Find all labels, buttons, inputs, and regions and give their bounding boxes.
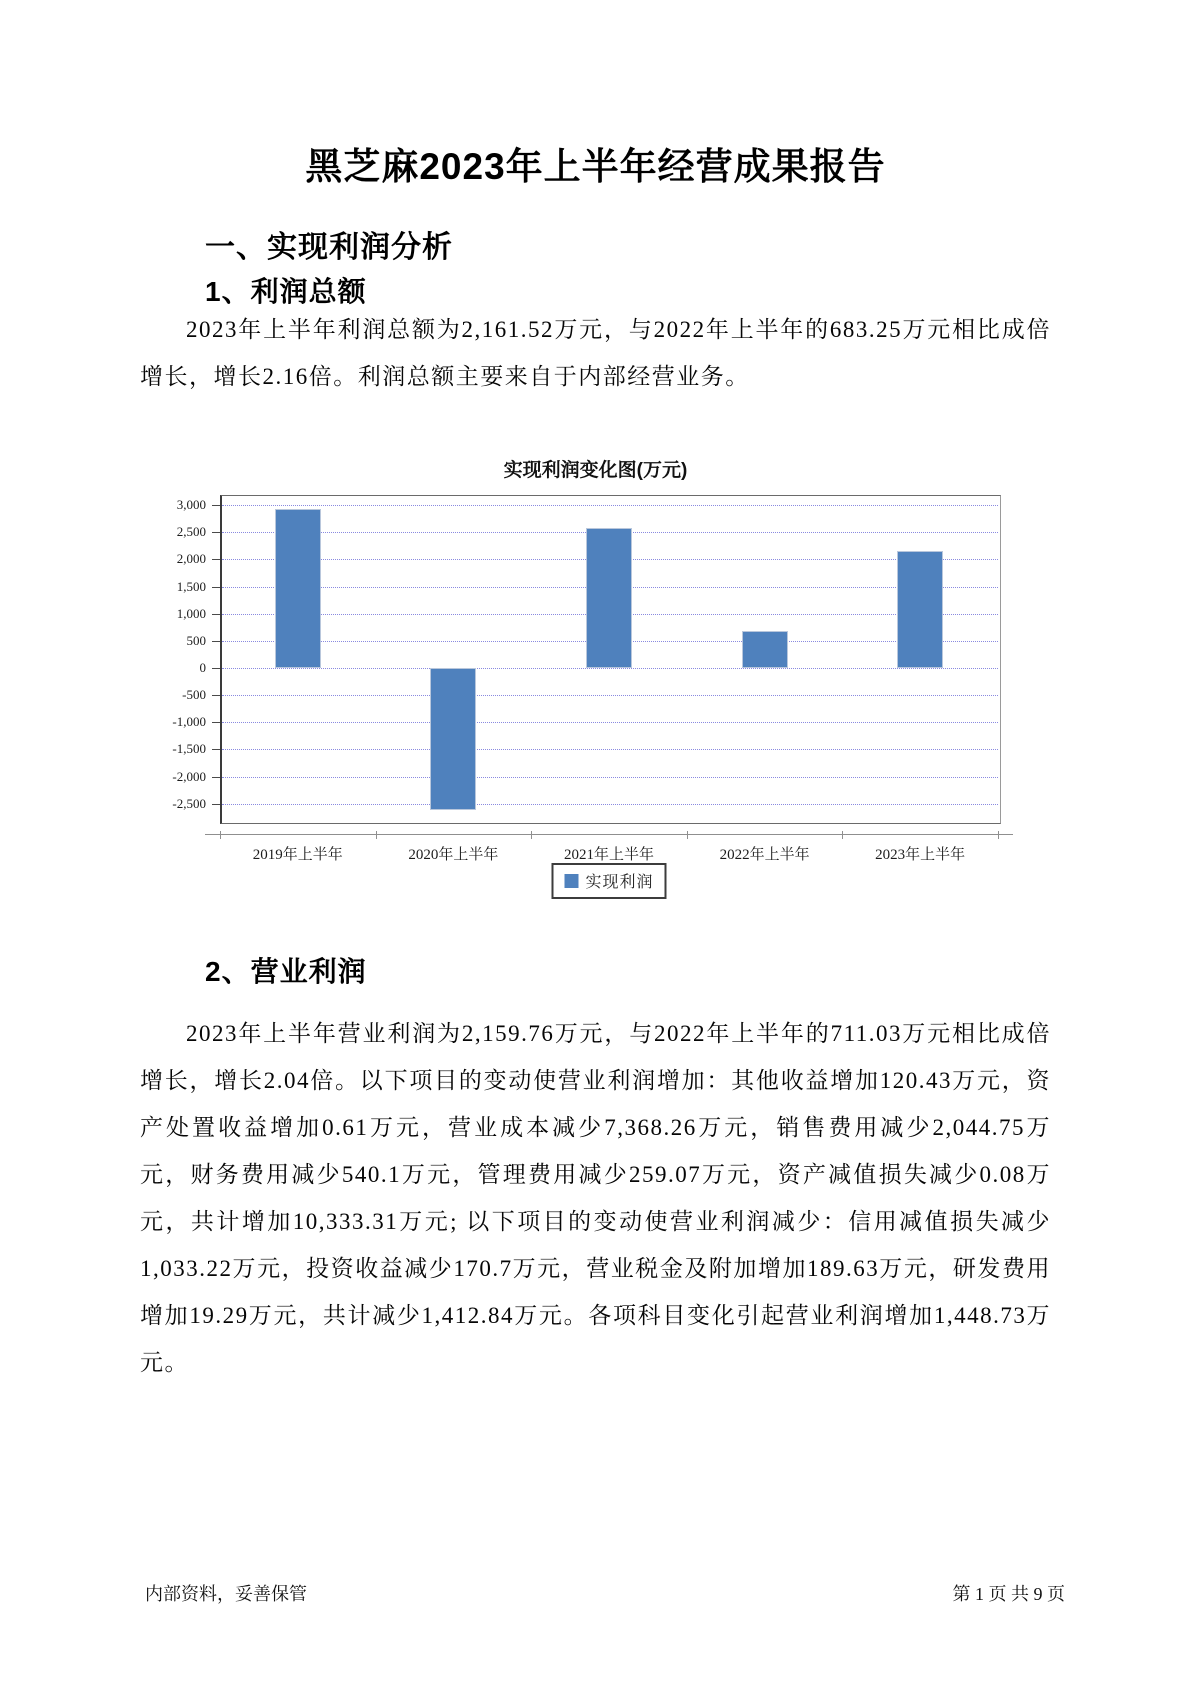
- chart-gridline: [222, 505, 998, 506]
- y-axis-tick-label: -2,500: [172, 795, 206, 811]
- y-axis-tick: [212, 559, 220, 560]
- y-axis-tick: [212, 804, 220, 805]
- x-axis-tick: [531, 831, 532, 839]
- y-axis-tick-label: 3,000: [176, 497, 206, 513]
- legend-label: 实现利润: [585, 874, 654, 891]
- y-axis-tick-label: 1,000: [176, 605, 206, 621]
- x-axis-tick: [376, 831, 377, 839]
- x-axis-tick: [687, 831, 688, 839]
- x-axis-category-label: 2020年上半年: [408, 847, 499, 863]
- paragraph-operating-profit: [140, 1010, 1051, 1386]
- legend-color-swatch: [564, 874, 578, 888]
- x-axis-tick: [998, 831, 999, 839]
- chart-gridline: [222, 695, 998, 696]
- y-axis-tick-label: -2,000: [172, 768, 206, 784]
- subsection-heading-total-profit: 1、利润总额: [205, 276, 367, 307]
- y-axis-tick: [212, 668, 220, 669]
- x-axis-category-label: 2019年上半年: [252, 847, 343, 863]
- section-heading-profit-analysis: 一、实现利润分析: [205, 231, 453, 264]
- x-axis-category-label: 2022年上半年: [719, 847, 810, 863]
- y-axis-tick-label: -1,500: [172, 741, 206, 757]
- chart-bar: [897, 551, 943, 668]
- chart-title: 实现利润变化图(万元): [503, 460, 688, 481]
- y-axis-tick-label: 2,000: [176, 551, 206, 567]
- y-axis-tick: [212, 614, 220, 615]
- chart-bar: [742, 631, 788, 668]
- chart-bar: [430, 668, 476, 810]
- y-axis-tick-label: 500: [186, 632, 206, 648]
- chart-bar: [586, 528, 632, 668]
- page-title: 黑芝麻2023年上半年经营成果报告: [305, 146, 886, 187]
- y-axis-tick: [212, 641, 220, 642]
- chart-gridline: [222, 722, 998, 723]
- chart-bar: [275, 509, 321, 668]
- chart-gridline: [222, 668, 998, 669]
- y-axis-tick: [212, 749, 220, 750]
- chart-gridline: [222, 749, 998, 750]
- x-axis-line: [205, 834, 1013, 835]
- subsection-heading-operating-profit: 2、营业利润: [205, 956, 367, 987]
- paragraph-total-profit: [140, 306, 1051, 400]
- x-axis-category-label: 2021年上半年: [563, 847, 654, 863]
- y-axis-tick: [212, 777, 220, 778]
- y-axis-tick: [212, 722, 220, 723]
- footer-confidential-note: 内部资料，妥善保管: [145, 1584, 307, 1604]
- y-axis-tick: [212, 695, 220, 696]
- y-axis-tick: [212, 505, 220, 506]
- paragraph-operating-profit-text: 2023年上半年营业利润为2,159.76万元，与2022年上半年的711.03万元相比成倍增长，增长2.04倍。以下项目的变动使营业利润增加：其他收益增加120.43万元，资产处置收益增加0.61万元，营业成本减少7,368.26万元，销售费用减少2,044.75万元，财务费用减少540.1万元，管理费用减少259.07万元，资产减值损失减少0.08万元，共计增加10,333.31万元; 以下项目的变动使营业利润减少：信用减值损失减少1,033.22万元，投资收益减少170.7万元，营业税金及附加增加189.63万元，研发费用增加19.29万元，共计减少1,412.84万元。各项科目变化引起营业利润增加1,448.73万元。: [140, 1021, 1051, 1375]
- x-axis-category-label: 2023年上半年: [875, 847, 966, 863]
- chart-gridline: [222, 804, 998, 805]
- y-axis-tick: [212, 587, 220, 588]
- y-axis-tick-label: 0: [199, 660, 206, 675]
- y-axis-tick-label: -1,000: [172, 714, 206, 730]
- chart-gridline: [222, 777, 998, 778]
- y-axis-tick-label: 1,500: [176, 578, 206, 594]
- profit-change-chart: [0, 455, 1191, 905]
- chart-legend: [551, 863, 666, 899]
- paragraph-total-profit-text: 2023年上半年利润总额为2,161.52万元，与2022年上半年的683.25万元相比成倍增长，增长2.16倍。利润总额主要来自于内部经营业务。: [140, 317, 1051, 389]
- x-axis-tick: [842, 831, 843, 839]
- y-axis-tick-label: 2,500: [176, 524, 206, 540]
- x-axis-tick: [220, 831, 221, 839]
- y-axis-tick-label: -500: [182, 687, 206, 703]
- y-axis-tick: [212, 532, 220, 533]
- footer-page-number: 第 1 页 共 9 页: [952, 1584, 1065, 1604]
